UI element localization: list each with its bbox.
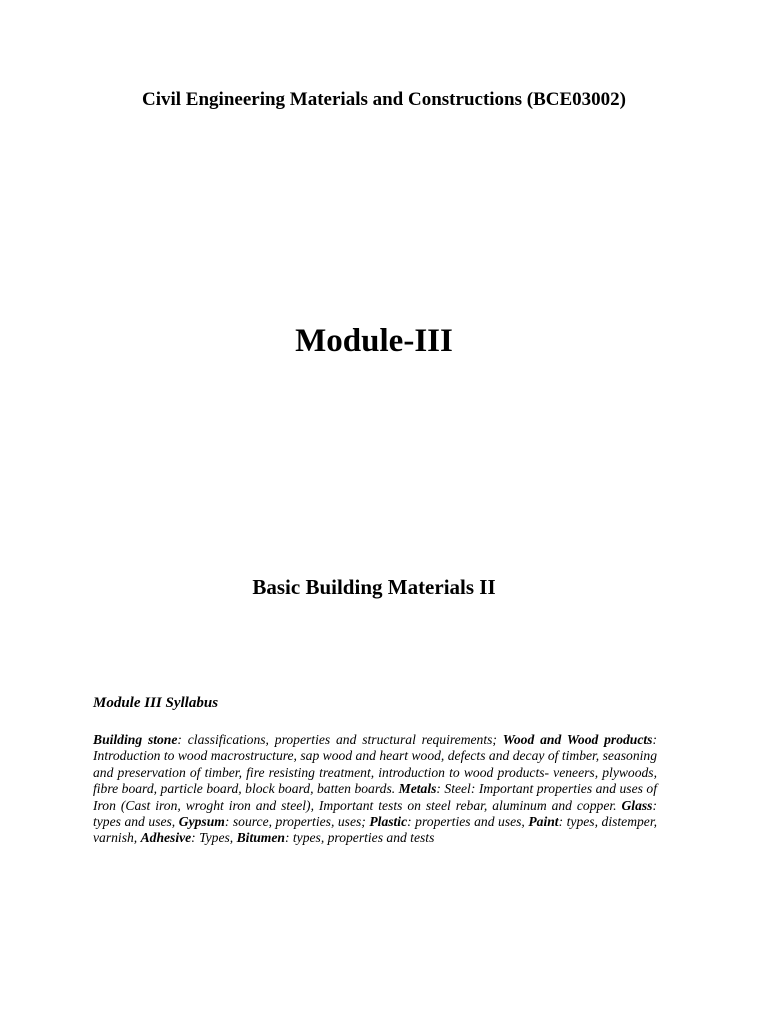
syllabus-body [93,732,657,847]
syllabus-term-glass: Glass [621,797,653,813]
syllabus-text-glass: : types and uses, [93,797,657,830]
syllabus-term-adhesive: Adhesive [140,830,192,846]
syllabus-text-bitumen: : types, properties and tests [284,830,435,846]
course-title: Civil Engineering Materials and Constructions (BCE03002) [142,89,626,110]
syllabus-text-paint: : types, distemper, varnish, [93,814,658,846]
syllabus-text-metals: : Steel: Important properties and uses of Iron (Cast iron, wroght iron and steel), Important tests on steel rebar, aluminum and copper. [93,781,657,813]
syllabus-text-wood: : Introduction to wood macrostructure, sap wood and heart wood, defects and decay of timber, seasoning and preservation of timber, fire resisting treatment, introduction to wood products- veneers, plywoods, fibre board, particle board, block board, batten boards. [93,732,658,797]
syllabus-term-metals: Metals [398,781,437,797]
syllabus-text-adhesive: : Types, [191,830,237,846]
syllabus-term-gypsum: Gypsum [178,814,225,830]
syllabus-term-building-stone: Building stone [93,732,178,747]
module-title: Module-III [295,323,453,359]
syllabus-term-bitumen: Bitumen [236,830,285,846]
subject-title: Basic Building Materials II [252,575,496,599]
syllabus-text-plastic: : properties and uses, [407,814,529,830]
syllabus-term-paint: Paint [528,814,559,830]
syllabus-text-building-stone: : classifications, properties and structural requirements; [177,732,503,747]
syllabus-term-wood: Wood and Wood products [502,732,653,747]
syllabus-heading: Module III Syllabus [93,695,219,711]
syllabus-text-gypsum: : source, properties, uses; [224,814,370,830]
syllabus-term-plastic: Plastic [369,814,408,830]
